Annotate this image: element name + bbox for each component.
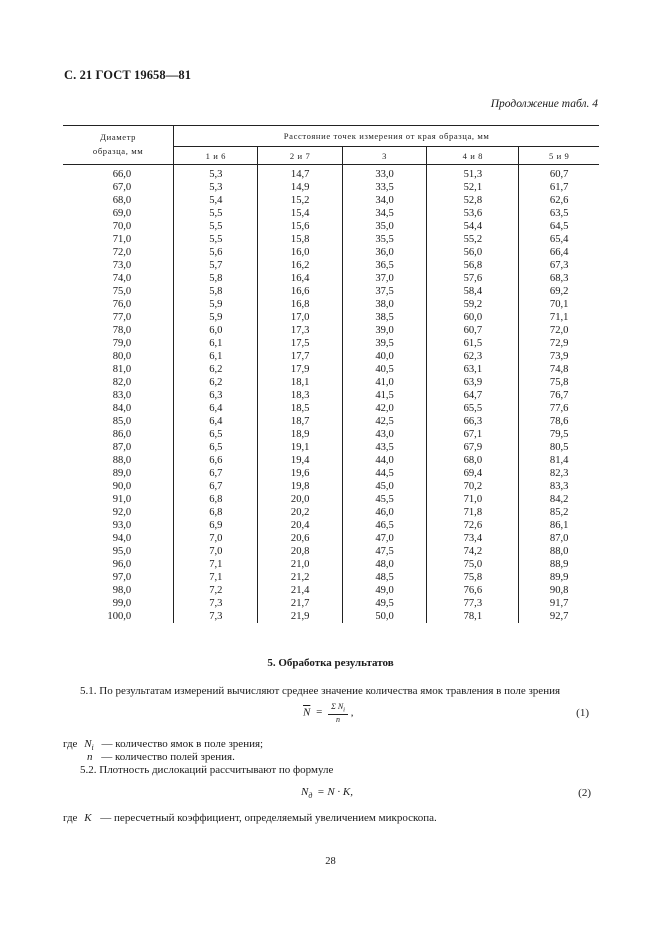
paragraph-5-2: 5.2. Плотность дислокаций рассчитывают по формуле <box>80 764 334 776</box>
distance-cell: 44,0 <box>342 454 426 467</box>
table-row <box>63 376 599 389</box>
table-row <box>63 441 599 454</box>
distance-cell: 14,7 <box>258 165 342 182</box>
subheader-1: 2 и 7 <box>258 147 342 165</box>
distance-cell: 18,3 <box>258 389 342 402</box>
table-row <box>63 350 599 363</box>
eq1-lhs: $\overline{N}$ <box>303 706 311 719</box>
diameter-cell: 72,0 <box>63 246 174 259</box>
distance-cell: 19,4 <box>258 454 342 467</box>
table-row <box>63 402 599 415</box>
table-row <box>63 415 599 428</box>
distance-cell: 63,9 <box>427 376 519 389</box>
distance-cell: 71,8 <box>427 506 519 519</box>
distance-cell: 66,4 <box>549 247 569 258</box>
diameter-cell: 98,0 <box>63 584 174 597</box>
eq1-numerator-sub: i <box>343 706 346 714</box>
distance-cell: 56,0 <box>427 246 519 259</box>
diameter-cell: 92,0 <box>63 506 174 519</box>
distance-cell: 73,9 <box>549 351 569 362</box>
distance-cell: 69,2 <box>549 286 569 297</box>
distance-cell: 6,4 <box>174 402 258 415</box>
paragraph-5-1: 5.1. По результатам измерений вычисляют среднее значение количества ямок травления в поле зрения <box>80 685 561 697</box>
equation-2-number: (2) <box>578 787 591 799</box>
distance-cell: 17,9 <box>258 363 342 376</box>
diameter-cell: 78,0 <box>63 324 174 337</box>
page-number: 28 <box>325 856 336 867</box>
distance-cell: 67,3 <box>549 260 569 271</box>
where1-sub: i <box>91 743 94 753</box>
distance-cell: 6,3 <box>174 389 258 402</box>
diameter-cell: 87,0 <box>63 441 174 454</box>
distance-cell: 5,4 <box>174 194 258 207</box>
diameter-cell: 77,0 <box>63 311 174 324</box>
diameter-cell: 66,0 <box>63 165 174 182</box>
distance-cell: 6,0 <box>174 324 258 337</box>
table-row <box>63 207 599 220</box>
equation-2 <box>301 786 353 800</box>
distance-cell: 7,1 <box>174 558 258 571</box>
distance-cell: 74,8 <box>549 364 569 375</box>
distance-cell: 62,3 <box>427 350 519 363</box>
table-row <box>63 285 599 298</box>
distance-cell: 84,2 <box>549 494 569 505</box>
table-row <box>63 298 599 311</box>
distance-cell: 45,5 <box>342 493 426 506</box>
distance-cell: 67,1 <box>427 428 519 441</box>
distance-cell: 7,2 <box>174 584 258 597</box>
distance-cell: 63,1 <box>427 363 519 376</box>
diameter-cell: 73,0 <box>63 259 174 272</box>
table-row <box>63 194 599 207</box>
table-row <box>63 519 599 532</box>
distance-cell: 75,8 <box>427 571 519 584</box>
table-row <box>63 610 599 623</box>
distance-cell: 5,5 <box>174 207 258 220</box>
distance-cell: 61,5 <box>427 337 519 350</box>
distance-cell: 38,5 <box>342 311 426 324</box>
distance-cell: 17,0 <box>258 311 342 324</box>
distance-cell: 5,7 <box>174 259 258 272</box>
distance-cell: 77,3 <box>427 597 519 610</box>
diameter-cell: 88,0 <box>63 454 174 467</box>
distance-cell: 67,9 <box>427 441 519 454</box>
table-row <box>63 181 599 194</box>
distance-cell: 6,1 <box>174 337 258 350</box>
where-line-2 <box>87 751 235 763</box>
distance-cell: 69,4 <box>427 467 519 480</box>
distance-cell: 70,1 <box>549 299 569 310</box>
distance-cell: 36,5 <box>342 259 426 272</box>
distance-cell: 63,5 <box>549 208 569 219</box>
distance-cell: 21,7 <box>258 597 342 610</box>
distance-cell: 21,2 <box>258 571 342 584</box>
distance-cell: 35,0 <box>342 220 426 233</box>
table-row <box>63 467 599 480</box>
distance-cell: 6,5 <box>174 441 258 454</box>
eq1-numerator: Σ N <box>331 702 344 711</box>
distance-cell: 68,0 <box>427 454 519 467</box>
distance-cell: 34,5 <box>342 207 426 220</box>
distance-cell: 76,7 <box>549 390 569 401</box>
distance-cell: 87,0 <box>549 533 569 544</box>
table-row <box>63 571 599 584</box>
distance-cell: 6,9 <box>174 519 258 532</box>
diameter-cell: 95,0 <box>63 545 174 558</box>
distance-cell: 58,4 <box>427 285 519 298</box>
distance-cell: 75,8 <box>549 377 569 388</box>
distance-cell: 7,0 <box>174 532 258 545</box>
distance-cell: 16,0 <box>258 246 342 259</box>
distance-cell: 54,4 <box>427 220 519 233</box>
where2-text: — количество полей зрения. <box>101 751 235 763</box>
distance-cell: 70,2 <box>427 480 519 493</box>
col-group-header: Расстояние точек измерения от края образца, мм <box>174 126 599 147</box>
where3-label: где <box>63 812 78 824</box>
where1-var: N <box>84 738 92 750</box>
distance-cell: 15,2 <box>258 194 342 207</box>
distance-cell: 16,8 <box>258 298 342 311</box>
distance-cell: 15,6 <box>258 220 342 233</box>
distance-cell: 61,7 <box>549 182 569 193</box>
distance-cell: 41,5 <box>342 389 426 402</box>
diameter-cell: 85,0 <box>63 415 174 428</box>
distance-cell: 60,7 <box>427 324 519 337</box>
distance-cell: 5,6 <box>174 246 258 259</box>
distance-cell: 57,6 <box>427 272 519 285</box>
distance-cell: 18,9 <box>258 428 342 441</box>
distance-cell: 55,2 <box>427 233 519 246</box>
diameter-cell: 93,0 <box>63 519 174 532</box>
table-row <box>63 584 599 597</box>
col-diameter-header-line2: образца, мм <box>92 146 144 156</box>
table-row <box>63 363 599 376</box>
distance-cell: 88,0 <box>549 546 569 557</box>
distance-cell: 82,3 <box>549 468 569 479</box>
distance-cell: 65,4 <box>549 234 569 245</box>
distance-cell: 92,7 <box>549 611 569 622</box>
eq2-rhs: = N · K, <box>317 786 353 798</box>
diameter-cell: 97,0 <box>63 571 174 584</box>
where1-label: где <box>63 738 78 750</box>
distance-cell: 49,0 <box>342 584 426 597</box>
distance-cell: 42,5 <box>342 415 426 428</box>
distance-cell: 89,9 <box>549 572 569 583</box>
distance-cell: 20,2 <box>258 506 342 519</box>
distance-cell: 49,5 <box>342 597 426 610</box>
table-row <box>63 259 599 272</box>
distance-cell: 15,8 <box>258 233 342 246</box>
distance-cell: 5,5 <box>174 233 258 246</box>
distance-cell: 33,0 <box>342 165 426 182</box>
table-row <box>63 233 599 246</box>
eq2-lhs: N <box>301 786 309 798</box>
diameter-cell: 86,0 <box>63 428 174 441</box>
distance-cell: 6,2 <box>174 376 258 389</box>
distance-cell: 5,9 <box>174 311 258 324</box>
table-row <box>63 220 599 233</box>
distance-cell: 38,0 <box>342 298 426 311</box>
distance-cell: 6,8 <box>174 506 258 519</box>
distance-cell: 51,3 <box>427 165 519 182</box>
distance-cell: 72,6 <box>427 519 519 532</box>
distance-cell: 39,0 <box>342 324 426 337</box>
eq2-lhs-sub: д <box>308 791 313 801</box>
diameter-cell: 100,0 <box>63 610 174 623</box>
diameter-cell: 79,0 <box>63 337 174 350</box>
distance-cell: 91,7 <box>549 598 569 609</box>
distance-cell: 15,4 <box>258 207 342 220</box>
distance-cell: 50,0 <box>342 610 426 623</box>
distance-cell: 6,2 <box>174 363 258 376</box>
distance-cell: 85,2 <box>549 507 569 518</box>
distance-cell: 5,9 <box>174 298 258 311</box>
subheader-2: 3 <box>342 147 426 165</box>
distance-cell: 46,5 <box>342 519 426 532</box>
table-row <box>63 454 599 467</box>
diameter-cell: 80,0 <box>63 350 174 363</box>
distance-cell: 16,2 <box>258 259 342 272</box>
distance-cell: 18,5 <box>258 402 342 415</box>
distance-cell: 36,0 <box>342 246 426 259</box>
distance-cell: 53,6 <box>427 207 519 220</box>
diameter-cell: 84,0 <box>63 402 174 415</box>
distance-cell: 90,8 <box>549 585 569 596</box>
where3-var: K <box>84 812 92 824</box>
distance-cell: 52,8 <box>427 194 519 207</box>
table-row <box>63 324 599 337</box>
distance-cell: 20,8 <box>258 545 342 558</box>
eq1-equals: = <box>316 706 323 719</box>
table-row <box>63 272 599 285</box>
distance-cell: 6,7 <box>174 480 258 493</box>
page-header: С. 21 ГОСТ 19658—81 <box>64 68 192 82</box>
distance-cell: 56,8 <box>427 259 519 272</box>
diameter-cell: 81,0 <box>63 363 174 376</box>
distance-cell: 62,6 <box>549 195 569 206</box>
distance-cell: 52,1 <box>427 181 519 194</box>
table-row <box>63 311 599 324</box>
table-row <box>63 558 599 571</box>
distance-cell: 71,0 <box>427 493 519 506</box>
distance-cell: 7,1 <box>174 571 258 584</box>
distance-cell: 64,7 <box>427 389 519 402</box>
distance-cell: 21,9 <box>258 610 342 623</box>
distance-cell: 71,1 <box>549 312 569 323</box>
diameter-cell: 82,0 <box>63 376 174 389</box>
diameter-cell: 96,0 <box>63 558 174 571</box>
distance-cell: 60,0 <box>427 311 519 324</box>
table-row <box>63 389 599 402</box>
diameter-cell: 67,0 <box>63 181 174 194</box>
distance-cell: 5,3 <box>174 165 258 182</box>
distance-cell: 60,7 <box>549 169 569 180</box>
subheader-4: 5 и 9 <box>548 150 570 161</box>
diameter-cell: 68,0 <box>63 194 174 207</box>
distance-cell: 68,3 <box>549 273 569 284</box>
distance-cell: 41,0 <box>342 376 426 389</box>
distance-cell: 66,3 <box>427 415 519 428</box>
distance-cell: 78,1 <box>427 610 519 623</box>
diameter-cell: 76,0 <box>63 298 174 311</box>
distance-cell: 5,8 <box>174 285 258 298</box>
distance-cell: 34,0 <box>342 194 426 207</box>
distance-cell: 76,6 <box>427 584 519 597</box>
distance-cell: 6,1 <box>174 350 258 363</box>
distance-cell: 47,0 <box>342 532 426 545</box>
distance-cell: 7,3 <box>174 610 258 623</box>
eq1-fraction <box>328 702 348 724</box>
distance-cell: 21,4 <box>258 584 342 597</box>
eq1-denominator: n <box>336 714 341 724</box>
distance-cell: 88,9 <box>549 559 569 570</box>
distance-cell: 80,5 <box>549 442 569 453</box>
distance-cell: 75,0 <box>427 558 519 571</box>
distance-cell: 43,5 <box>342 441 426 454</box>
distance-cell: 19,6 <box>258 467 342 480</box>
diameter-cell: 94,0 <box>63 532 174 545</box>
table-row <box>63 337 599 350</box>
distance-cell: 45,0 <box>342 480 426 493</box>
distance-cell: 16,4 <box>258 272 342 285</box>
equation-1 <box>303 702 354 724</box>
diameter-cell: 69,0 <box>63 207 174 220</box>
distance-cell: 81,4 <box>549 455 569 466</box>
distance-cell: 73,4 <box>427 532 519 545</box>
distance-cell: 21,0 <box>258 558 342 571</box>
table-row <box>63 597 599 610</box>
distance-cell: 18,1 <box>258 376 342 389</box>
distance-cell: 7,0 <box>174 545 258 558</box>
distance-cell: 5,5 <box>174 220 258 233</box>
distance-cell: 19,1 <box>258 441 342 454</box>
data-table <box>63 125 599 623</box>
distance-cell: 47,5 <box>342 545 426 558</box>
distance-cell: 6,6 <box>174 454 258 467</box>
distance-cell: 18,7 <box>258 415 342 428</box>
where1-text: — количество ямок в поле зрения; <box>101 738 264 750</box>
distance-cell: 19,8 <box>258 480 342 493</box>
distance-cell: 64,5 <box>549 221 569 232</box>
distance-cell: 33,5 <box>342 181 426 194</box>
distance-cell: 86,1 <box>549 520 569 531</box>
table-row <box>63 480 599 493</box>
distance-cell: 46,0 <box>342 506 426 519</box>
subheader-0: 1 и 6 <box>174 147 258 165</box>
distance-cell: 72,0 <box>549 325 569 336</box>
table-row <box>63 532 599 545</box>
distance-cell: 59,2 <box>427 298 519 311</box>
table-row <box>63 506 599 519</box>
distance-cell: 72,9 <box>549 338 569 349</box>
eq1-tail: , <box>350 706 354 719</box>
distance-cell: 16,6 <box>258 285 342 298</box>
distance-cell: 79,5 <box>549 429 569 440</box>
diameter-cell: 75,0 <box>63 285 174 298</box>
diameter-cell: 99,0 <box>63 597 174 610</box>
subheader-3: 4 и 8 <box>427 147 519 165</box>
diameter-cell: 90,0 <box>63 480 174 493</box>
distance-cell: 42,0 <box>342 402 426 415</box>
distance-cell: 5,8 <box>174 272 258 285</box>
distance-cell: 6,7 <box>174 467 258 480</box>
col-diameter-header <box>63 126 174 165</box>
table-row <box>63 493 599 506</box>
diameter-cell: 83,0 <box>63 389 174 402</box>
distance-cell: 40,5 <box>342 363 426 376</box>
diameter-cell: 70,0 <box>63 220 174 233</box>
distance-cell: 17,7 <box>258 350 342 363</box>
table-row <box>63 428 599 441</box>
distance-cell: 65,5 <box>427 402 519 415</box>
table-continuation-label: Продолжение табл. 4 <box>490 98 598 110</box>
col-diameter-header-line1: Диаметр <box>100 132 137 142</box>
diameter-cell: 89,0 <box>63 467 174 480</box>
distance-cell: 7,3 <box>174 597 258 610</box>
distance-cell: 83,3 <box>549 481 569 492</box>
table-row <box>63 165 599 182</box>
distance-cell: 20,4 <box>258 519 342 532</box>
distance-cell: 48,5 <box>342 571 426 584</box>
distance-cell: 37,5 <box>342 285 426 298</box>
distance-cell: 20,0 <box>258 493 342 506</box>
distance-cell: 43,0 <box>342 428 426 441</box>
section-title: 5. Обработка результатов <box>267 657 394 669</box>
diameter-cell: 74,0 <box>63 272 174 285</box>
table-row <box>63 246 599 259</box>
distance-cell: 39,5 <box>342 337 426 350</box>
distance-cell: 6,4 <box>174 415 258 428</box>
distance-cell: 37,0 <box>342 272 426 285</box>
where2-var: n <box>87 751 93 763</box>
where3-text: — пересчетный коэффициент, определяемый увеличением микроскопа. <box>100 812 437 824</box>
diameter-cell: 91,0 <box>63 493 174 506</box>
distance-cell: 44,5 <box>342 467 426 480</box>
equation-1-number: (1) <box>576 707 589 719</box>
distance-cell: 5,3 <box>174 181 258 194</box>
distance-cell: 20,6 <box>258 532 342 545</box>
distance-cell: 14,9 <box>258 181 342 194</box>
distance-cell: 35,5 <box>342 233 426 246</box>
distance-cell: 40,0 <box>342 350 426 363</box>
distance-cell: 17,5 <box>258 337 342 350</box>
distance-cell: 78,6 <box>549 416 569 427</box>
distance-cell: 48,0 <box>342 558 426 571</box>
distance-cell: 74,2 <box>427 545 519 558</box>
table-row <box>63 545 599 558</box>
distance-cell: 17,3 <box>258 324 342 337</box>
distance-cell: 77,6 <box>549 403 569 414</box>
where-line-3 <box>63 812 437 824</box>
distance-cell: 6,8 <box>174 493 258 506</box>
distance-cell: 6,5 <box>174 428 258 441</box>
diameter-cell: 71,0 <box>63 233 174 246</box>
